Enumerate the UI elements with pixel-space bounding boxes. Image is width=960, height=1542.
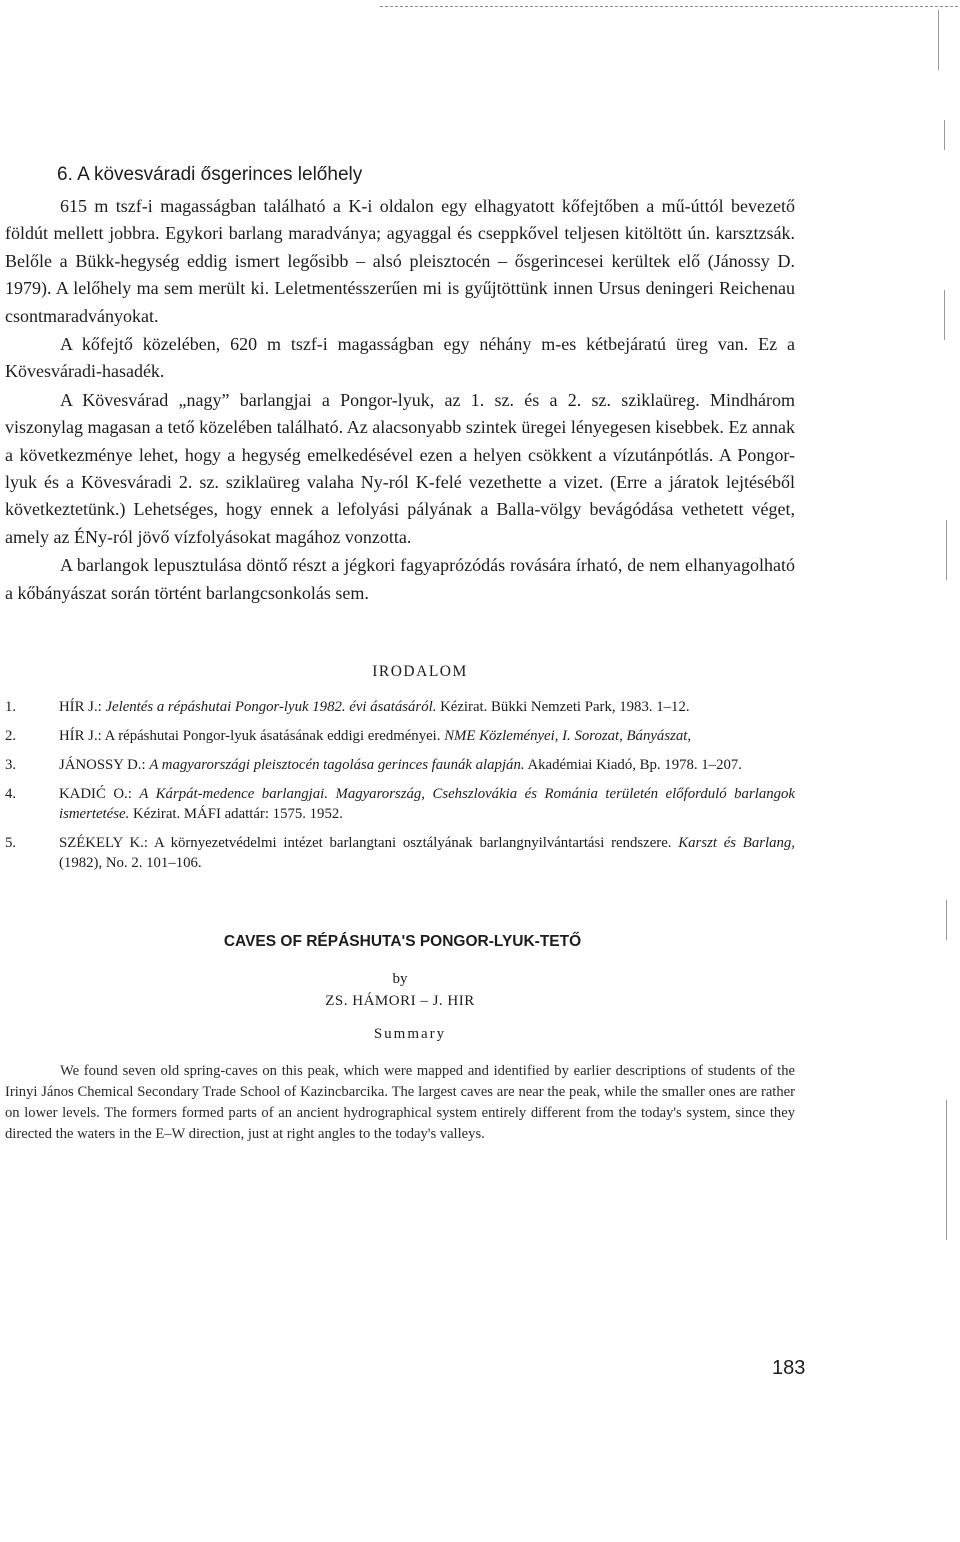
page-content	[5, 164, 795, 1145]
scan-margin-mark	[946, 900, 947, 940]
reference-number: 2.	[5, 728, 17, 745]
byline-label: by	[392, 971, 408, 988]
reference-title: A környezetvédelmi intézet barlangtani osztályának barlangnyilvántartási rendszere.	[153, 835, 672, 852]
reference-number: 3.	[5, 757, 17, 774]
body-paragraph: A Kövesvárad „nagy” barlangjai a Pongor-lyuk, az 1. sz. és a 2. sz. sziklaüreg. Mindhárom viszonylag magasan a tető közelében található. Az alacsonyabb szintek üregei lényegesen kisebbek. Ez annak a következménye lehet, hogy a hegység emelkedésével ezen a helyen csökkent a vízutánpótlás. A Pongor-lyuk és a Kövesváradi 2. sz. sziklaüreg valaha Ny-ról K-felé vezethette a vizet. (Erre a járatok lejtéséből következtetünk.) Lehetséges, hogy ennek a lefolyási pályának a Balla-völgy bevágódása vethetett véget, amely az ÉNy-ról jövő vízfolyásokat magához vonzotta.	[5, 389, 795, 547]
scan-margin-mark	[946, 520, 947, 580]
reference-details: Akadémiai Kiadó, Bp. 1978. 1–207.	[527, 757, 742, 774]
scan-top-line	[380, 6, 958, 7]
reference-item	[5, 784, 795, 824]
body-paragraph: A barlangok lepusztulása döntő részt a jégkori fagyaprózódás rovására írható, de nem elhanyagolható a kőbányászat során történt barlangcsonkolás sem.	[5, 555, 795, 603]
body-paragraph: 615 m tszf-i magasságban található a K-i oldalon egy elhagyatott kőfejtőben a mű-úttól bevezető földút mellett jobbra. Egykori barlang maradványa; agyaggal és cseppkővel teljesen kitöltött ún. karsztzsák. Belőle a Bükk-hegység eddig ismert legősibb – alsó pleisztocén – ősgerincesei kerültek elő (Jánossy D. 1979). A lelőhely ma sem merült ki. Leletmentésszerűen mi is gyűjtöttünk innen Ursus deningeri Reichenau csontmaradványokat.	[5, 196, 795, 326]
section-heading: 6. A kövesváradi ősgerinces lelőhely	[57, 164, 363, 185]
reference-number: 4.	[5, 786, 17, 803]
reference-author: KADIĆ O.:	[59, 786, 132, 803]
reference-details: (1982), No. 2. 101–106.	[59, 855, 202, 872]
body-paragraph: A kőfejtő közelében, 620 m tszf-i magasságban egy néhány m-es kétbejáratú üreg van. Ez a Kövesváradi-hasadék.	[5, 334, 795, 382]
reference-title: A magyarországi pleisztocén tagolása gerinces faunák alapján.	[149, 757, 525, 774]
reference-author: HÍR J.:	[59, 699, 102, 716]
reference-item	[5, 726, 795, 746]
reference-title: A répáshutai Pongor-lyuk ásatásának eddigi eredményei.	[104, 728, 441, 745]
scan-margin-mark	[944, 120, 945, 150]
reference-details: Kézirat. MÁFI adattár: 1575. 1952.	[132, 806, 343, 823]
reference-item	[5, 755, 795, 775]
summary-text: We found seven old spring-caves on this peak, which were mapped and identified by earlier descriptions of students of the Irinyi János Chemical Secondary Trade School of Kazincbarcika. The largest caves are near the peak, while the smaller ones are rather on lower levels. The formers formed parts of an ancient hydrographical system entirely different from the today's system, since they directed the waters in the E–W direction, just at right angles to the today's valleys.	[5, 1063, 795, 1143]
reference-item	[5, 833, 795, 873]
authors: ZS. HÁMORI – J. HIR	[325, 993, 475, 1010]
scan-margin-mark	[944, 290, 945, 340]
english-summary-title: CAVES OF RÉPÁSHUTA'S PONGOR-LYUK-TETŐ	[223, 933, 582, 951]
reference-journal: NME Közleményei, I. Sorozat, Bányászat,	[444, 728, 692, 745]
page-number: 183	[772, 1357, 806, 1379]
reference-journal: Karszt és Barlang,	[678, 835, 795, 852]
reference-title: A Kárpát-medence barlangjai. Magyarország, Csehszlovákia és Románia területén előforduló barlangok ismertetése.	[59, 786, 795, 823]
scan-margin-mark	[946, 1100, 947, 1240]
reference-author: HÍR J.:	[59, 728, 102, 745]
scan-margin-mark	[938, 10, 939, 70]
reference-item	[5, 697, 795, 717]
summary-heading: Summary	[373, 1026, 447, 1043]
reference-number: 1.	[5, 699, 17, 716]
reference-title: Jelentés a répáshutai Pongor-lyuk 1982. évi ásatásáról.	[105, 699, 437, 716]
reference-author: JÁNOSSY D.:	[59, 757, 146, 774]
reference-author: SZÉKELY K.:	[59, 835, 148, 852]
reference-number: 5.	[5, 835, 17, 852]
references-heading: IRODALOM	[372, 663, 468, 681]
reference-details: Kézirat. Bükki Nemzeti Park, 1983. 1–12.	[440, 699, 690, 716]
